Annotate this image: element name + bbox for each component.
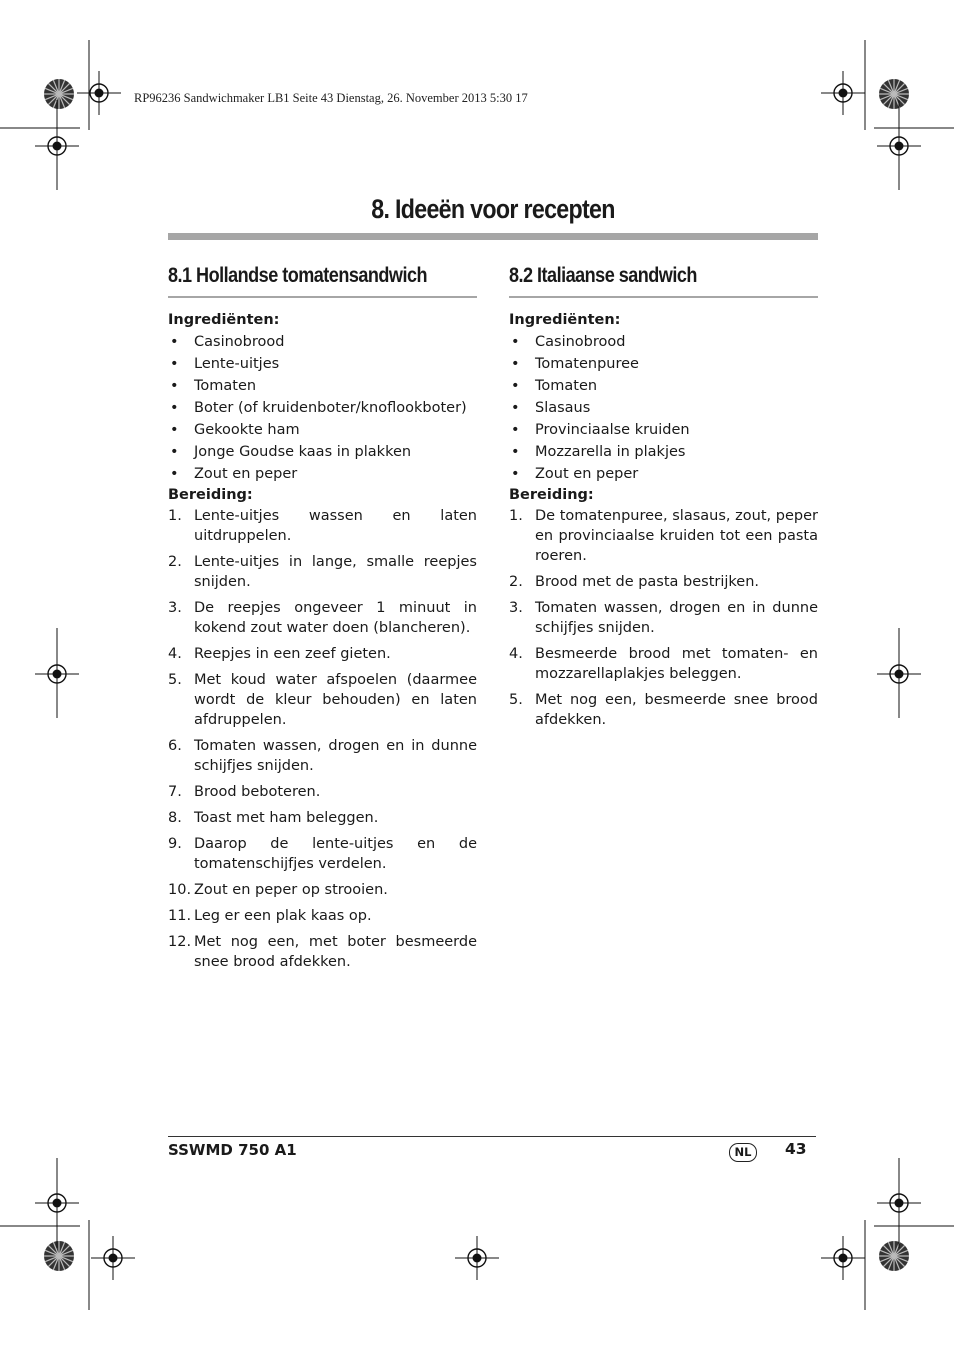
step-text: Besmeerde brood met tomaten- en mozzarellaplakjes beleggen.: [535, 646, 818, 682]
step-number: 12.: [168, 934, 192, 950]
ingredient-text: Casinobrood: [194, 334, 285, 350]
language-badge: NL: [729, 1143, 757, 1162]
bullet-icon: •: [511, 466, 520, 482]
preparation-heading: Bereiding:: [168, 487, 253, 503]
ingredient-text: Tomaten: [194, 378, 257, 394]
step-number: 10.: [168, 882, 192, 898]
step-number: 4.: [509, 646, 523, 662]
step-number: 5.: [168, 672, 182, 688]
ingredient-text: Lente-uitjes: [194, 356, 280, 372]
bullet-icon: •: [170, 400, 179, 416]
bullet-icon: •: [511, 378, 520, 394]
ingredient-text: Zout en peper: [194, 466, 298, 482]
step-number: 7.: [168, 784, 182, 800]
ingredient-text: Mozzarella in plakjes: [535, 444, 686, 460]
bullet-icon: •: [511, 444, 520, 460]
ingredient-text: Jonge Goudse kaas in plakken: [194, 444, 412, 460]
step-text: Reepjes in een zeef gieten.: [194, 646, 391, 662]
ingredient-text: Zout en peper: [535, 466, 639, 482]
ingredient-text: Slasaus: [535, 400, 591, 416]
ingredient-text: Provinciaalse kruiden: [535, 422, 690, 438]
step-number: 8.: [168, 810, 182, 826]
step-number: 4.: [168, 646, 182, 662]
bullet-icon: •: [170, 334, 179, 350]
ingredient-text: Tomatenpuree: [535, 356, 639, 372]
ingredients-heading: Ingrediënten:: [168, 312, 280, 328]
step-number: 9.: [168, 836, 182, 852]
step-text: Lente-uitjes wassen en laten uitdruppelen.: [194, 508, 477, 544]
bullet-icon: •: [511, 356, 520, 372]
step-text: Tomaten wassen, drogen en in dunne schijfjes snijden.: [535, 600, 818, 636]
step-text: Daarop de lente-uitjes en de tomatenschijfjes verdelen.: [194, 836, 477, 872]
bullet-icon: •: [170, 422, 179, 438]
ingredient-text: Casinobrood: [535, 334, 626, 350]
bullet-icon: •: [511, 400, 520, 416]
bullet-icon: •: [511, 422, 520, 438]
step-number: 1.: [168, 508, 182, 524]
step-number: 3.: [509, 600, 523, 616]
step-number: 2.: [509, 574, 523, 590]
step-text: Zout en peper op strooien.: [194, 882, 388, 898]
section-title: 8.1 Hollandse tomatensandwich: [168, 264, 428, 287]
bullet-icon: •: [170, 356, 179, 372]
step-text: Lente-uitjes in lange, smalle reepjes snijden.: [194, 554, 477, 590]
section-title: 8.2 Italiaanse sandwich: [509, 264, 697, 287]
print-info-line: RP96236 Sandwichmaker LB1 Seite 43 Dienstag, 26. November 2013 5:30 17: [134, 91, 528, 105]
step-number: 6.: [168, 738, 182, 754]
step-text: Tomaten wassen, drogen en in dunne schijfjes snijden.: [194, 738, 477, 774]
ingredient-text: Boter (of kruidenboter/knoflookboter): [194, 400, 467, 416]
preparation-heading: Bereiding:: [509, 487, 594, 503]
page-number: 43: [785, 1140, 807, 1158]
ingredient-text: Tomaten: [535, 378, 598, 394]
step-number: 5.: [509, 692, 523, 708]
bullet-icon: •: [170, 466, 179, 482]
step-text: Met koud water afspoelen (daarmee wordt de kleur behouden) en laten afdruppelen.: [194, 672, 477, 728]
bullet-icon: •: [170, 378, 179, 394]
step-text: Brood beboteren.: [194, 784, 321, 800]
step-text: Met nog een, met boter besmeerde snee brood afdekken.: [194, 934, 477, 970]
bullet-icon: •: [511, 334, 520, 350]
step-number: 11.: [168, 908, 192, 924]
step-number: 2.: [168, 554, 182, 570]
step-text: De reepjes ongeveer 1 minuut in kokend zout water doen (blancheren).: [194, 600, 477, 636]
step-text: De tomatenpuree, slasaus, zout, peper en provinciaalse kruiden tot een pasta roeren.: [535, 508, 818, 564]
step-number: 1.: [509, 508, 523, 524]
step-text: Leg er een plak kaas op.: [194, 908, 372, 924]
step-text: Toast met ham beleggen.: [194, 810, 379, 826]
step-text: Brood met de pasta bestrijken.: [535, 574, 760, 590]
bullet-icon: •: [170, 444, 179, 460]
ingredients-heading: Ingrediënten:: [509, 312, 621, 328]
step-text: Met nog een, besmeerde snee brood afdekken.: [535, 692, 818, 728]
ingredient-text: Gekookte ham: [194, 422, 300, 438]
step-number: 3.: [168, 600, 182, 616]
page-title: 8. Ideeën voor recepten: [371, 194, 615, 224]
footer-model: SSWMD 750 A1: [168, 1141, 297, 1159]
